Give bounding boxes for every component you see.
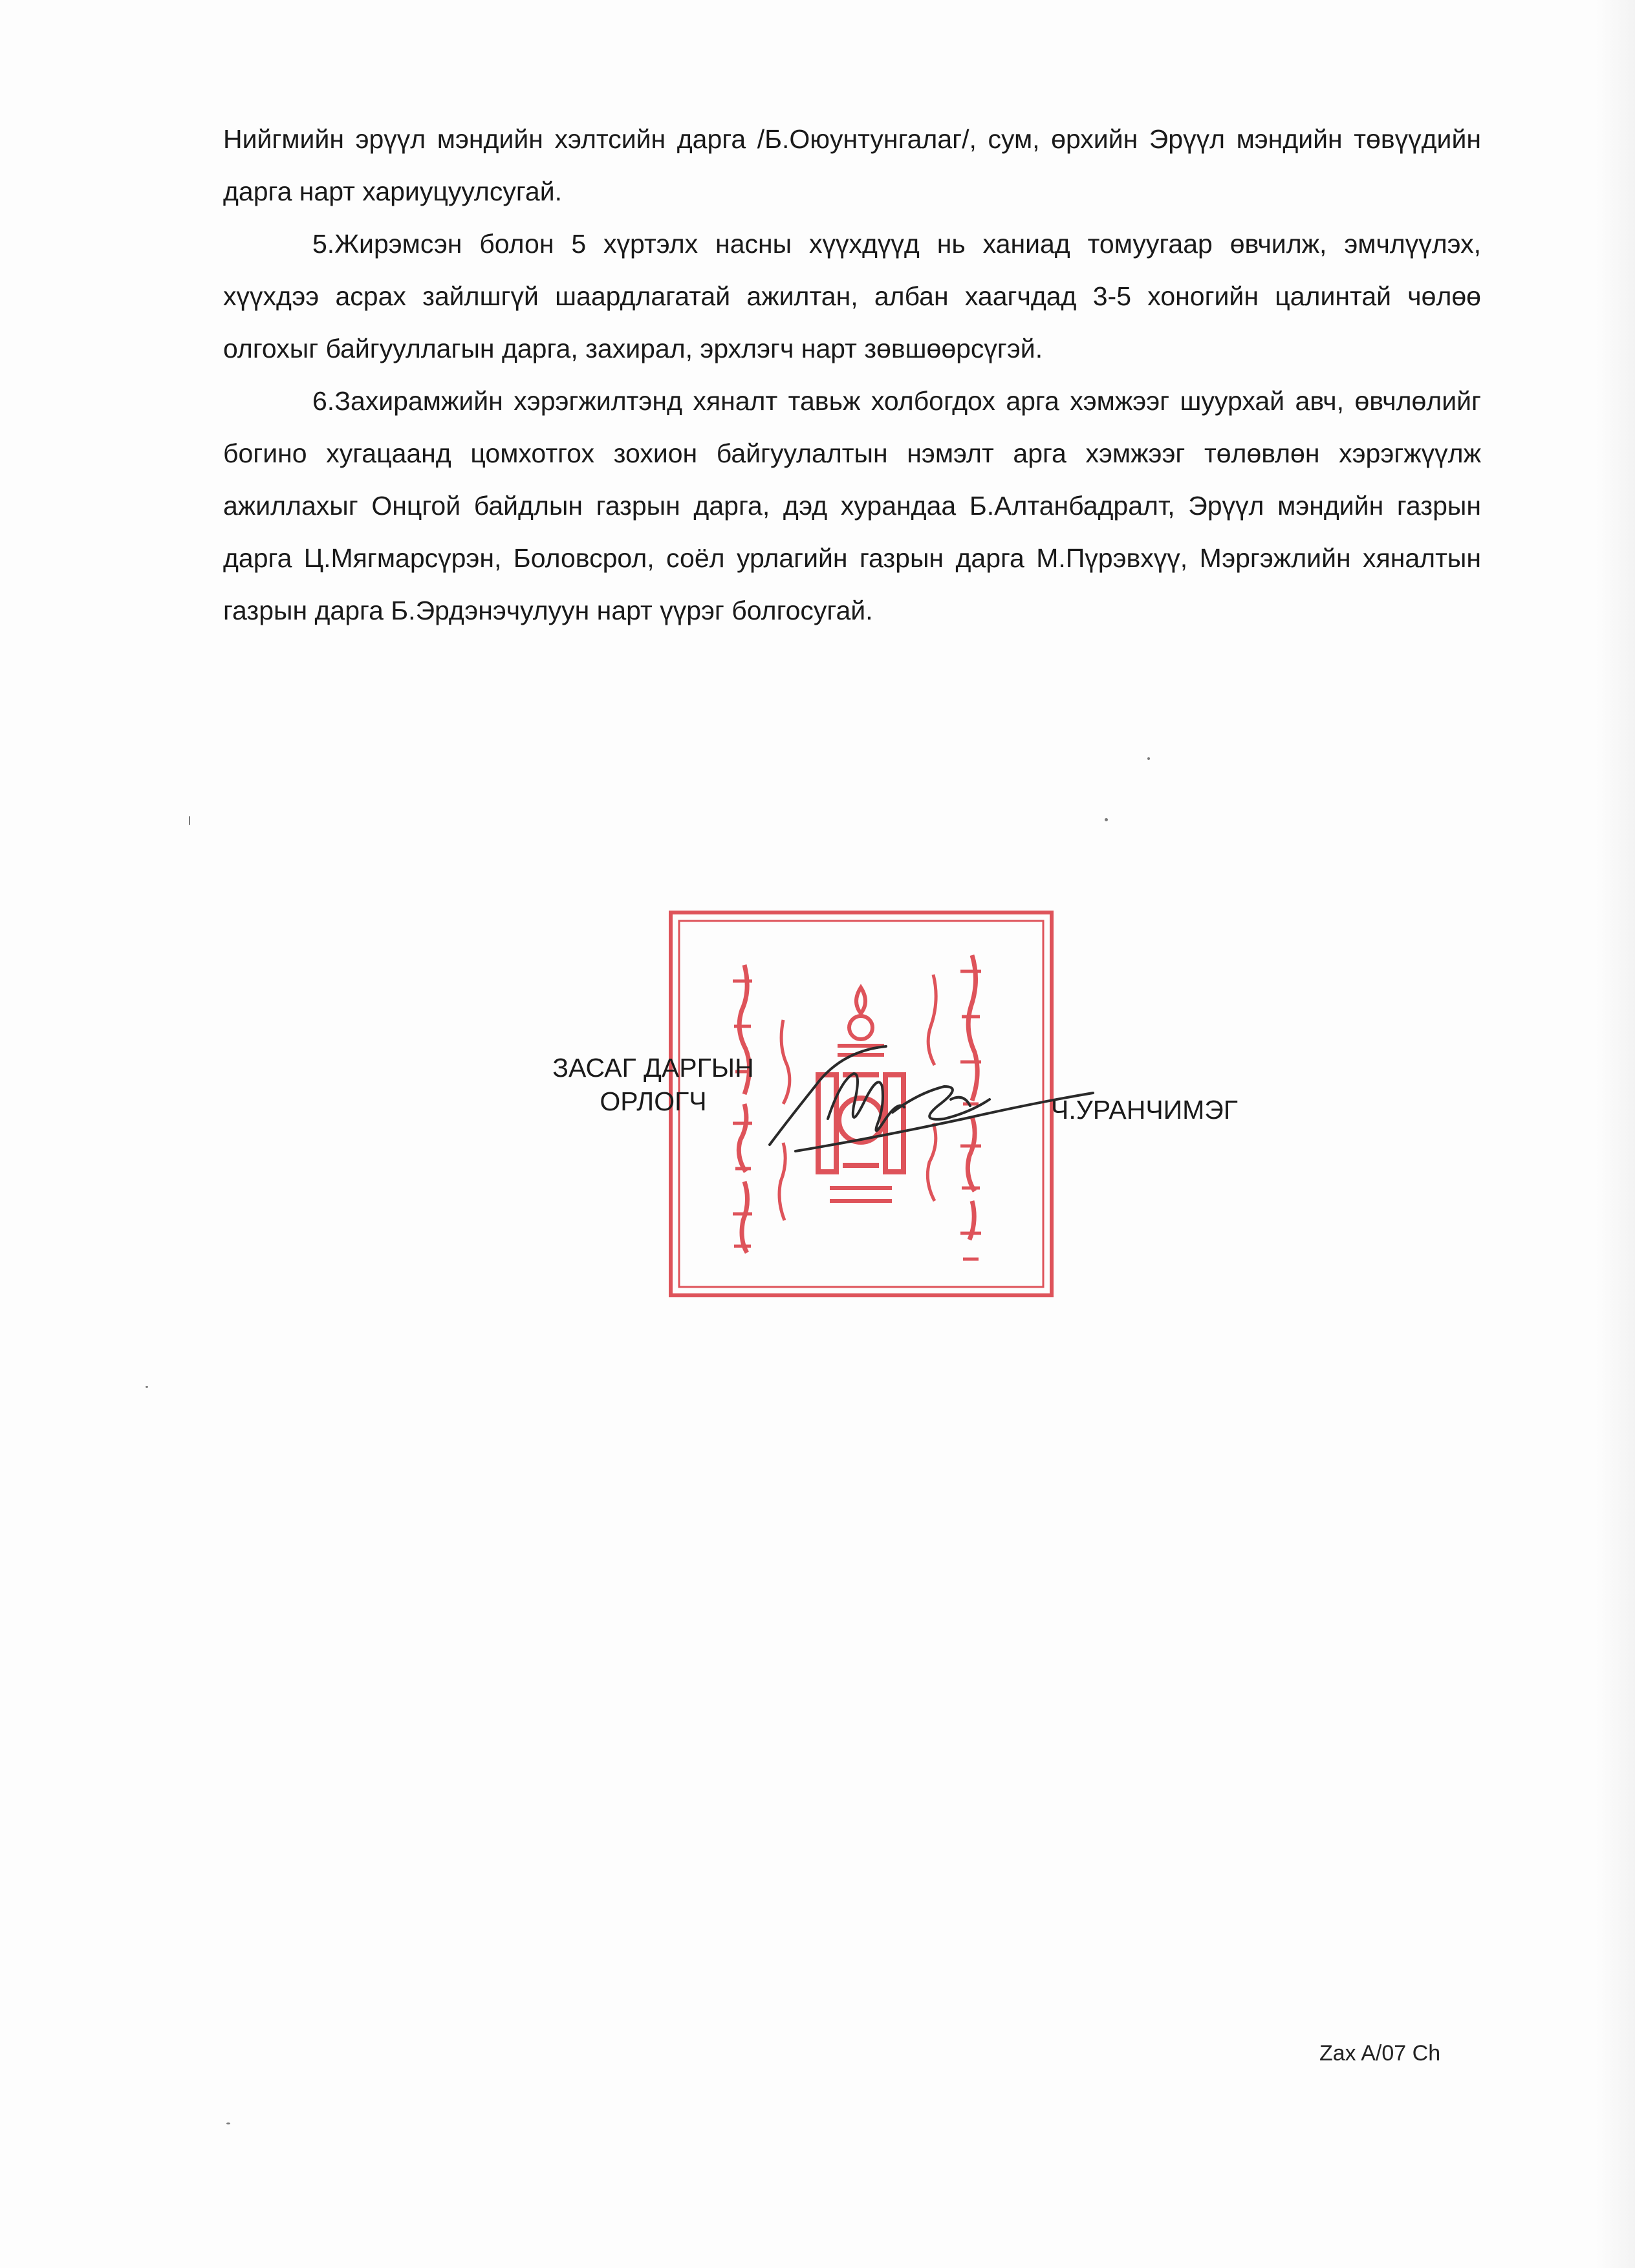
signatory-name: Ч.УРАНЧИМЭГ	[1051, 1095, 1238, 1125]
scan-speck	[226, 2122, 230, 2124]
scan-speck	[146, 1386, 148, 1388]
scan-speck	[189, 816, 190, 825]
document-body	[223, 113, 1481, 637]
paragraph-item-5: 5.Жирэмсэн болон 5 хүртэлх насны хүүхдүүд нь ханиад томуугаар өвчилж, эмчлүүлэх, хүүхдээ асрах зайлшгүй шаардлагатай ажилтан, албан хаагчдад 3-5 хоногийн цалинтай чөлөө олгохыг байгууллагын дарга, захирал, эрхлэгч нарт зөвшөөрсүгэй.	[223, 229, 1481, 363]
paragraph-item-6: 6.Захирамжийн хэрэгжилтэнд хяналт тавьж холбогдох арга хэмжээг шуурхай авч, өвчлөлийг богино хугацаанд цомхотгох зохион байгуулалтын нэмэлт арга хэмжээг төлөвлөн хэрэгжүүлж ажиллахыг Онцгой байдлын газрын дарга, дэд хурандаа Б.Алтанбадралт, Эрүүл мэндийн газрын дарга Ц.Мягмарсүрэн, Боловсрол, соёл урлагийн газрын дарга М.Пүрэвхүү, Мэргэжлийн хяналтын газрын дарга Б.Эрдэнэчулуун нарт үүрэг болгосугай.	[223, 386, 1481, 625]
signatory-title	[524, 1051, 783, 1118]
paragraph-continuation: Нийгмийн эрүүл мэндийн хэлтсийн дарга /Б.Оюунтунгалаг/, сум, өрхийн Эрүүл мэндийн төвүүдийн дарга нарт хариуцуулсугай.	[223, 124, 1481, 206]
signatory-title-line-2: ОРЛОГЧ	[600, 1086, 707, 1116]
scan-speck	[1105, 818, 1108, 821]
signatory-title-line-1: ЗАСАГ ДАРГЫН	[552, 1053, 754, 1083]
document-code: Zax A/07 Ch	[1319, 2041, 1441, 2066]
scan-speck	[1147, 757, 1150, 760]
scan-edge	[1596, 0, 1635, 2268]
